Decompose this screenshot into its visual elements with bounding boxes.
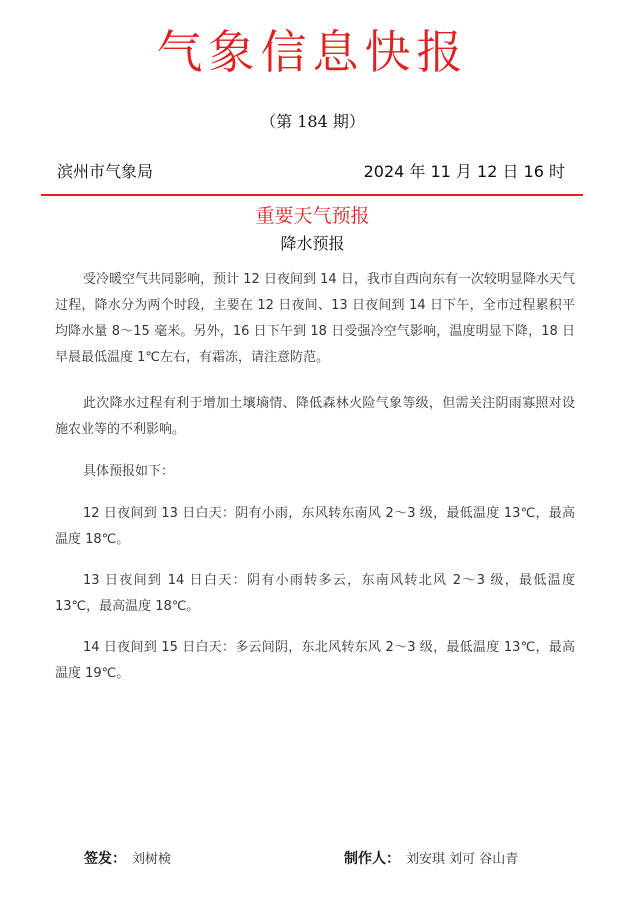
paragraph-intro: 具体预报如下： [83,464,175,479]
author-names: 刘安琪 刘可 谷山青 [406,852,519,867]
issue-number: （第 184 期） [260,112,365,131]
issue-datetime: 2024 年 11 月 12 日 16 时 [363,162,565,181]
signer-label: 签发： [84,851,126,867]
bulletin-title: 气象信息快报 [156,25,469,79]
paragraph-overview: 受冷暖空气共同影响，预计 12 日夜间到 14 日，我市自西向东有一次较明显降水天气过程，降水分为两个时段，主要在 12 日夜间、13 日夜间到 14 日下午，全市过程累积平均降水量 8～15 毫米。另外，16 日下午到 18 日受强冷空气影响，温度明显下降，18 日早晨最低温度 1℃左右，有霜冻，请注意防范。 [55,272,575,365]
forecast-item-1: 12 日夜间到 13 日白天：阴有小雨，东风转东南风 2～3 级，最低温度 13℃，最高温度 18℃。 [55,506,575,547]
author-label: 制作人： [344,851,400,867]
forecast-item-2: 13 日夜间到 14 日白天：阴有小雨转多云，东南风转北风 2～3 级，最低温度 13℃，最高温度 18℃。 [55,573,575,614]
header-divider [41,194,583,196]
paragraph-impact: 此次降水过程有利于增加土壤墒情、降低森林火险气象等级，但需关注阴雨寡照对设施农业等的不利影响。 [55,396,575,437]
forecast-item-3: 14 日夜间到 15 日白天：多云间阴，东北风转东风 2～3 级，最低温度 13℃，最高温度 19℃。 [55,640,575,681]
signer-name: 刘树検 [132,852,172,867]
issuing-agency: 滨州市气象局 [57,162,154,181]
author-block [344,848,518,871]
subheadline: 降水预报 [280,234,345,253]
headline: 重要天气预报 [255,205,370,227]
signer-block [84,848,171,871]
